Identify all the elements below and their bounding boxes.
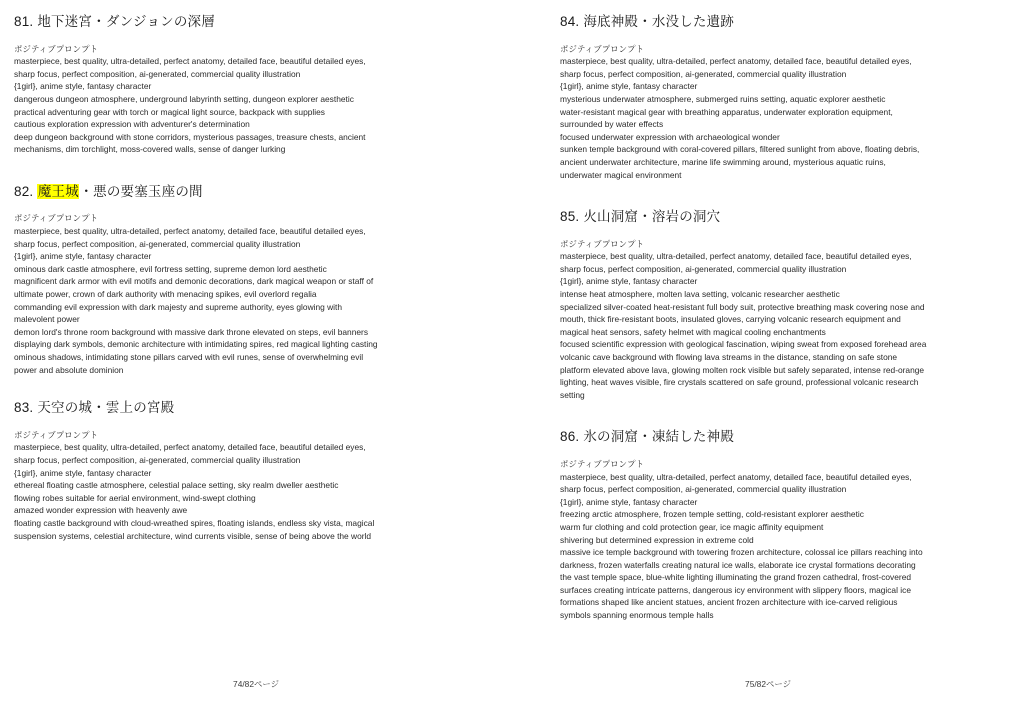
prompt-line: practical adventuring gear with torch or magical light source, backpack with supplies — [14, 106, 325, 117]
prompt-line: underwater magical environment — [560, 169, 682, 180]
right-page-footer: 75/82ページ — [745, 679, 791, 689]
prompt-entry-86 — [560, 427, 1010, 621]
prompt-line: flowing robes suitable for aerial environment, wind-swept clothing — [14, 492, 256, 503]
prompt-line: commanding evil expression with dark majesty and supreme authority, eyes glowing with — [14, 301, 343, 312]
prompt-line: sharp focus, perfect composition, ai-generated, commercial quality illustration — [14, 68, 301, 79]
prompt-line: surfaces creating intricate patterns, dangerous icy environment with slippery floors, magical ice — [560, 584, 911, 595]
entry-title-suffix: ・悪の要塞玉座の間 — [79, 183, 203, 199]
prompt-line: darkness, frozen waterfalls creating natural ice walls, elaborate ice crystal formations decorating — [560, 559, 916, 570]
prompt-line: mechanisms, dim torchlight, moss-covered walls, sense of danger lurking — [14, 144, 286, 155]
prompt-entry-81 — [14, 12, 498, 156]
prompt-entry-85 — [560, 207, 1010, 401]
prompt-line: sharp focus, perfect composition, ai-generated, commercial quality illustration — [14, 238, 301, 249]
prompt-line: ominous shadows, intimidating stone pillars carved with evil runes, sense of overwhelming evil — [14, 352, 364, 362]
prompt-line: amazed wonder expression with heavenly awe — [14, 505, 188, 516]
positive-prompt-label-82: ポジティブプロンプト — [14, 213, 99, 224]
prompt-line: freezing arctic atmosphere, frozen temple setting, cold-resistant explorer aesthetic — [560, 509, 864, 520]
prompt-line: volcanic cave background with flowing lava streams in the distance, standing on safe stone — [560, 352, 898, 362]
prompt-line: {1girl}, anime style, fantasy character — [14, 467, 152, 478]
prompt-line: ancient underwater architecture, marine life swimming around, mysterious aquatic ruins, — [560, 156, 886, 167]
positive-prompt-label-81: ポジティブプロンプト — [14, 43, 99, 54]
prompt-line: specialized silver-coated heat-resistant full body suit, protective breathing mask covering nose and — [560, 301, 925, 312]
prompt-line: symbols spanning enormous temple halls — [560, 610, 714, 621]
prompt-line: {1girl}, anime style, fantasy character — [14, 81, 152, 92]
prompt-line: formations shaped like ancient statues, ancient frozen architecture with ice-carved religious — [560, 597, 898, 608]
prompt-line: sharp focus, perfect composition, ai-generated, commercial quality illustration — [560, 263, 847, 274]
prompt-line: sharp focus, perfect composition, ai-generated, commercial quality illustration — [560, 68, 847, 79]
prompt-line-list-84 — [560, 55, 1010, 181]
entry-title-86: 86. 氷の洞窟・凍結した神殿 — [560, 429, 735, 445]
prompt-line: {1girl}, anime style, fantasy character — [14, 251, 152, 262]
prompt-line-list-82 — [14, 225, 498, 376]
prompt-line-list-85 — [560, 250, 1010, 401]
entry-title-prefix: 82. — [14, 183, 38, 199]
prompt-line: shivering but determined expression in extreme cold — [560, 534, 754, 545]
entry-title-84: 84. 海底神殿・水没した遺跡 — [560, 14, 735, 29]
prompt-line: focused underwater expression with archaeological wonder — [560, 131, 780, 142]
prompt-line: the vast temple space, blue-white lighting illuminating the grand frozen cathedral, frost-covered — [560, 572, 912, 583]
entry-title-82 — [14, 182, 498, 202]
prompt-line-list-86 — [560, 471, 1010, 622]
positive-prompt-label-84: ポジティブプロンプト — [560, 43, 645, 54]
prompt-line: ultimate power, crown of dark authority with menacing spikes, evil overlord regalia — [14, 289, 317, 300]
prompt-line: {1girl}, anime style, fantasy character — [560, 496, 698, 507]
prompt-line: platform elevated above lava, glowing molten rock visible but safely separated, intense red-orange — [560, 364, 925, 375]
positive-prompt-label-83: ポジティブプロンプト — [14, 429, 99, 440]
prompt-line-list-81 — [14, 55, 498, 156]
prompt-line: ominous dark castle atmosphere, evil fortress setting, supreme demon lord aesthetic — [14, 263, 327, 274]
prompt-line: power and absolute dominion — [14, 364, 124, 375]
prompt-line: {1girl}, anime style, fantasy character — [560, 276, 698, 287]
prompt-line: floating castle background with cloud-wreathed spires, floating islands, endless sky vista, magical — [14, 517, 375, 528]
prompt-line: setting — [560, 389, 585, 400]
positive-prompt-label-86: ポジティブプロンプト — [560, 458, 645, 469]
prompt-line: dangerous dungeon atmosphere, underground labyrinth setting, dungeon explorer aesthetic — [14, 93, 354, 104]
prompt-line: mysterious underwater atmosphere, submerged ruins setting, aquatic explorer aesthetic — [560, 93, 886, 104]
prompt-line: magnificent dark armor with evil motifs and demonic decorations, dark magical weapon or staff of — [14, 276, 374, 287]
prompt-line: massive ice temple background with towering frozen architecture, colossal ice pillars reaching into — [560, 547, 923, 558]
prompt-line: {1girl}, anime style, fantasy character — [560, 81, 698, 92]
prompt-line: ethereal floating castle atmosphere, celestial palace setting, sky realm dweller aesthetic — [14, 480, 339, 491]
prompt-line: intense heat atmosphere, molten lava setting, volcanic researcher aesthetic — [560, 289, 840, 300]
prompt-line: suspension systems, celestial architecture, wind currents visible, sense of being above the world — [14, 530, 372, 541]
prompt-line: warm fur clothing and cold protection gear, ice magic affinity equipment — [560, 521, 824, 532]
prompt-line: cautious exploration expression with adventurer's determination — [14, 119, 250, 130]
prompt-line: masterpiece, best quality, ultra-detailed, perfect anatomy, detailed face, beautiful detailed eyes, — [560, 471, 912, 482]
positive-prompt-label-85: ポジティブプロンプト — [560, 238, 645, 249]
prompt-entry-83 — [14, 398, 498, 542]
prompt-line: mouth, thick fire-resistant boots, insulated gloves, carrying volcanic research equipment and — [560, 314, 901, 325]
entry-title-85: 85. 火山洞窟・溶岩の洞穴 — [560, 209, 721, 225]
left-page-footer: 74/82ページ — [233, 679, 279, 689]
prompt-line: masterpiece, best quality, ultra-detailed, perfect anatomy, detailed face, beautiful detailed eyes, — [560, 251, 912, 262]
entry-title-83: 83. 天空の城・雲上の宮殿 — [14, 400, 175, 416]
prompt-entry-84 — [560, 12, 1010, 181]
prompt-entry-82 — [14, 182, 498, 376]
prompt-line: masterpiece, best quality, ultra-detailed, perfect anatomy, detailed face, beautiful detailed eyes, — [14, 442, 366, 453]
prompt-line: malevolent power — [14, 314, 80, 325]
prompt-line: sharp focus, perfect composition, ai-generated, commercial quality illustration — [560, 484, 847, 495]
prompt-line-list-83 — [14, 441, 498, 542]
right-page-column — [512, 0, 1024, 710]
entry-title-81: 81. 地下迷宮・ダンジョンの深層 — [14, 14, 215, 29]
prompt-line: masterpiece, best quality, ultra-detailed, perfect anatomy, detailed face, beautiful detailed eyes, — [560, 56, 912, 67]
prompt-line: sharp focus, perfect composition, ai-generated, commercial quality illustration — [14, 454, 301, 465]
prompt-line: masterpiece, best quality, ultra-detailed, perfect anatomy, detailed face, beautiful detailed eyes, — [14, 226, 366, 237]
prompt-line: focused scientific expression with geological fascination, wiping sweat from exposed forehead area — [560, 339, 927, 350]
prompt-line: sunken temple background with coral-covered pillars, filtered sunlight from above, floating debris, — [560, 144, 920, 155]
prompt-line: demon lord's throne room background with massive dark throne elevated on steps, evil banners — [14, 326, 369, 337]
prompt-line: masterpiece, best quality, ultra-detailed, perfect anatomy, detailed face, beautiful detailed eyes, — [14, 56, 366, 67]
prompt-line: surrounded by water effects — [560, 119, 664, 130]
prompt-line: water-resistant magical gear with breathing apparatus, underwater exploration equipment, — [560, 106, 893, 117]
prompt-line: deep dungeon background with stone corridors, mysterious passages, treasure chests, ancient — [14, 131, 366, 142]
prompt-line: lighting, heat waves visible, fire crystals scattered on safe ground, professional volcanic research — [560, 377, 919, 388]
highlighted-title-text: 魔王城 — [37, 183, 79, 199]
prompt-line: displaying dark symbols, demonic architecture with intimidating spires, red magical lighting casting — [14, 339, 378, 350]
prompt-line: magical heat sensors, safety helmet with magical cooling enchantments — [560, 326, 826, 337]
